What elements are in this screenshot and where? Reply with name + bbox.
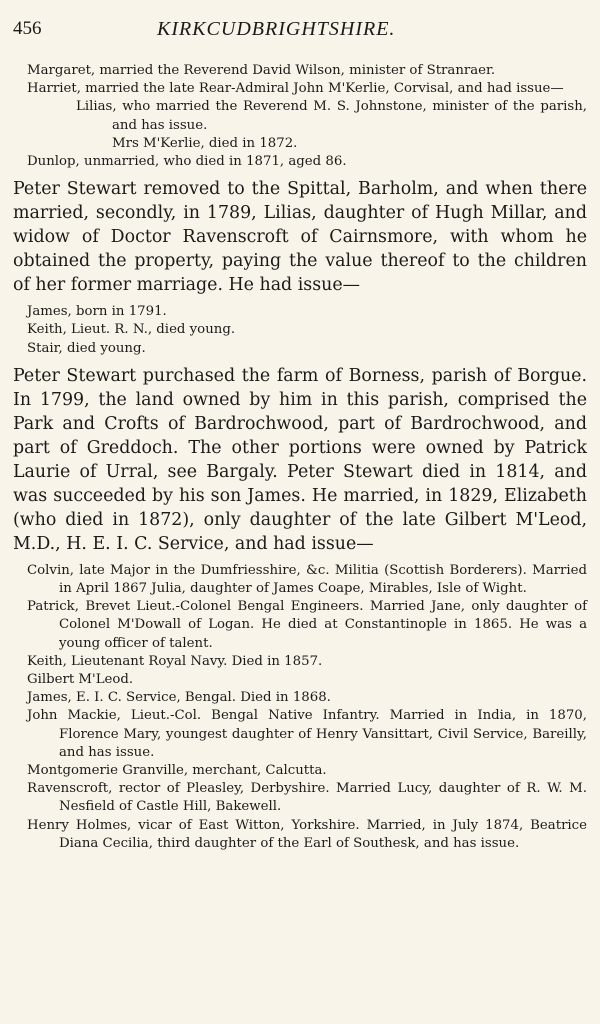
entry-dunlop: Dunlop, unmarried, who died in 1871, aged 86. — [27, 154, 347, 170]
entry-patrick: Patrick, Brevet Lieut.-Colonel Bengal Engineers. Married Jane, only daughter of Colonel M'Dowall of Logan. He died at Constantinople in 1865. He was a young officer of talent. — [27, 599, 587, 651]
entry-colvin: Colvin, late Major in the Dumfriesshire, &c. Militia (Scottish Borderers). Married in April 1867 Julia, daughter of James Coape, Mirables, Isle of Wight. — [27, 562, 587, 597]
entry-henry-holmes: Henry Holmes, vicar of East Witton, Yorkshire. Married, in July 1874, Beatrice Diana Cecilia, third daughter of the Earl of Southesk, and has issue. — [27, 817, 587, 851]
page-body — [13, 62, 587, 853]
entry-margaret: Margaret, married the Reverend David Wilson, minister of Stranraer. — [27, 63, 496, 78]
entry-lilias: Lilias, who married the Reverend M. S. Johnstone, minister of the parish, and has issue. — [76, 99, 587, 133]
entry-harriet: Harriet, married the late Rear-Admiral John M'Kerlie, Corvisal, and had issue— — [27, 81, 564, 97]
entry-gilbert: Gilbert M'Leod. — [27, 672, 134, 688]
paragraph-spittal: Peter Stewart removed to the Spittal, Barholm, and when there married, secondly, in 1789, Lilias, daughter of Hugh Millar, and widow of Doctor Ravenscroft of Cairnsmore, with whom he obtained the property, paying the value thereof to the children of her former marriage. He had issue— — [13, 179, 587, 296]
entry-john-mackie: John Mackie, Lieut.-Col. Bengal Native Infantry. Married in India, in 1870, Florence Mary, youngest daughter of Henry Vansittart, Civil Service, Bareilly, and has issue. — [27, 708, 587, 760]
entry-stair: Stair, died young. — [27, 340, 146, 356]
paragraph-borness: Peter Stewart purchased the farm of Borness, parish of Borgue. In 1799, the land owned by him in this parish, comprised the Park and Crofts of Bardrochwood, part of Bardrochwood, and part of Greddoch. The other portions were owned by Patrick Laurie of Urral, see Bargaly. Peter Stewart died in 1814, and was succeeded by his son James. He married, in 1829, Elizabeth (who died in 1872), only daughter of the late Gilbert M'Leod, M.D., H. E. I. C. Service, and had issue— — [13, 365, 587, 554]
page-header — [13, 18, 587, 44]
entry-montgomerie: Montgomerie Granville, merchant, Calcutta. — [27, 763, 327, 779]
entry-james-eic: James, E. I. C. Service, Bengal. Died in 1868. — [27, 690, 331, 706]
entry-james-1791: James, born in 1791. — [27, 304, 167, 320]
running-head: KIRKCUDBRIGHTSHIRE. — [157, 18, 396, 40]
entry-keith-rn: Keith, Lieut. R. N., died young. — [27, 322, 236, 338]
entry-mrs-mkerlie: Mrs M'Kerlie, died in 1872. — [112, 135, 298, 151]
entry-keith-lieutenant: Keith, Lieutenant Royal Navy. Died in 1857. — [27, 653, 323, 669]
page-number: 456 — [13, 18, 42, 39]
entry-ravenscroft: Ravenscroft, rector of Pleasley, Derbyshire. Married Lucy, daughter of R. W. M. Nesfield of Castle Hill, Bakewell. — [27, 781, 587, 815]
